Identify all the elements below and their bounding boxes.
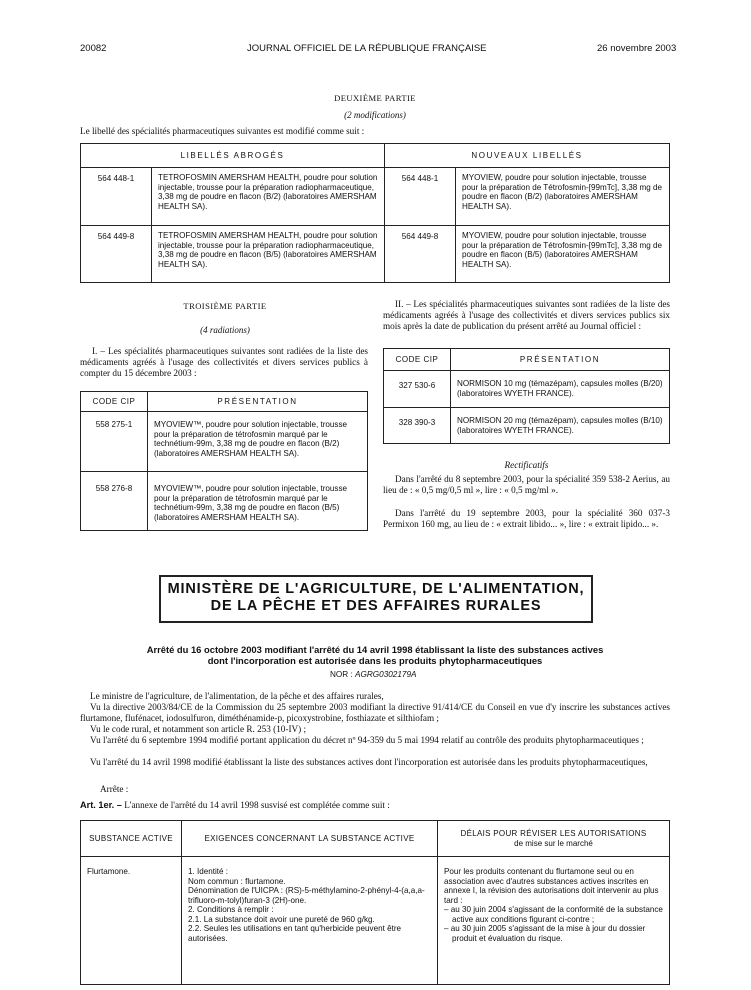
rectificatif-1: Dans l'arrêté du 8 septembre 2003, pour la spécialité 359 538-2 Aerius, au lieu de : « 0,5 mg/0,5 ml », lire : « 0,5 mg/ml ». — [383, 474, 670, 496]
radiation-table-1 — [80, 391, 368, 531]
col-delais — [438, 821, 670, 857]
part3-subtitle: (4 radiations) — [200, 325, 250, 335]
arrete-title-2: dont l'incorporation est autorisée dans les produits phytopharmaceutiques — [207, 655, 543, 666]
col-exigences: EXIGENCES CONCERNANT LA SUBSTANCE ACTIVE — [182, 821, 438, 857]
req-conditions: 2. Conditions à remplir : — [188, 905, 274, 914]
article-1-label: Art. 1er. – — [80, 800, 122, 810]
code-cip: 558 275-1 — [81, 412, 148, 472]
req-uicpa: Dénomination de l'UICPA : (RS)-5-méthylamino-2-phényl-4-(a,a,a-trifluoro-m-tolyl)furan-3 (2H)-one. — [188, 886, 425, 905]
table-row — [81, 168, 670, 226]
col-substance-active: SUBSTANCE ACTIVE — [81, 821, 182, 857]
section2-text: II. – Les spécialités pharmaceutiques suivantes sont radiées de la liste des médicaments agréés à l'usage des collectivités et divers services publics six mois après la date de publication du présent arrêté au Journal officiel : — [383, 299, 670, 332]
part2-title: DEUXIÈME PARTIE — [334, 93, 416, 103]
col-code-cip: CODE CIP — [81, 392, 148, 412]
old-label: TETROFOSMIN AMERSHAM HEALTH, poudre pour solution injectable, trousse pour la préparation radiopharmaceutique, 3,38 mg de poudre en flacon (B/2) (laboratoires AMERSHAM HEALTH SA). — [152, 168, 385, 226]
revision-delays — [438, 857, 670, 985]
nor-reference — [330, 670, 416, 679]
col-delais-line-1: DÉLAIS POUR RÉVISER LES AUTORISATIONS — [460, 828, 647, 838]
part2-table — [80, 143, 670, 283]
presentation: NORMISON 10 mg (témazépam), capsules molles (B/20) (laboratoires WYETH FRANCE). — [451, 371, 670, 408]
paragraph-minister: Le ministre de l'agriculture, de l'alimentation, de la pêche et des affaires rurales, — [90, 691, 384, 701]
new-code: 564 449-8 — [385, 226, 456, 283]
table-row — [81, 226, 670, 283]
code-cip: 328 390-3 — [384, 408, 451, 444]
arrete-title-1: Arrêté du 16 octobre 2003 modifiant l'arrêté du 14 avril 1998 établissant la liste des substances actives — [146, 644, 604, 655]
presentation: MYOVIEW™, poudre pour solution injectable, trousse pour la préparation de tétrofosmin marqué par le technétium-99m, 3,38 mg de poudre en flacon (B/2) (laboratoires AMERSHAM HEALTH SA). — [148, 412, 368, 472]
code-cip: 558 276-8 — [81, 472, 148, 531]
ministry-box — [159, 575, 593, 623]
paragraph-directive: Vu la directive 2003/84/CE de la Commission du 25 septembre 2003 modifiant la directive 91/414/CE du Conseil en vue d'y inscrire les substances actives flurtamone, flufénacet, iodosulfuron, diméthénamide-p, picoxystrobine, fosthiazate et silthiofam ; — [80, 702, 670, 724]
part2-subtitle: (2 modifications) — [344, 110, 406, 120]
req-identite: 1. Identité : — [188, 867, 229, 876]
table-row — [81, 857, 670, 985]
paragraph-arrete-1998: Vu l'arrêté du 14 avril 1998 modifié établissant la liste des substances actives dont l'incorporation est autorisée dans les produits phytopharmaceutiques, — [90, 757, 648, 767]
arrete-word: Arrête : — [100, 784, 129, 794]
old-label: TETROFOSMIN AMERSHAM HEALTH, poudre pour solution injectable, trousse pour la préparation radiopharmaceutique, 3,38 mg de poudre en flacon (B/5) (laboratoires AMERSHAM HEALTH SA). — [152, 226, 385, 283]
rectificatifs-title: Rectificatifs — [504, 460, 549, 470]
req-utilisations: 2.2. Seules les utilisations en tant qu'herbicide peuvent être autorisées. — [188, 924, 402, 943]
table-row — [81, 412, 368, 472]
old-code: 564 448-1 — [81, 168, 152, 226]
paragraph-decree: Vu l'arrêté du 6 septembre 1994 modifié portant application du décret nº 94-359 du 5 mai 1994 relatif au contrôle des produits phytopharmaceutiques ; — [90, 735, 644, 745]
new-code: 564 448-1 — [385, 168, 456, 226]
col-presentation: PRÉSENTATION — [148, 392, 368, 412]
annex-table — [80, 820, 670, 985]
page-date: 26 novembre 2003 — [597, 43, 677, 54]
table-row — [384, 371, 670, 408]
col-code-cip: CODE CIP — [384, 349, 451, 371]
presentation: MYOVIEW™, poudre pour solution injectable, trousse pour la préparation de tétrofosmin marqué par le technétium-99m, 3,38 mg de poudre en flacon (B/5) (laboratoires AMERSHAM HEALTH SA). — [148, 472, 368, 531]
table-row — [81, 472, 368, 531]
paragraph-code-rural: Vu le code rural, et notamment son article R. 253 (10-IV) ; — [90, 724, 307, 734]
ministry-line-2: DE LA PÊCHE ET DES AFFAIRES RURALES — [210, 598, 542, 614]
col-old-labels: LIBELLÉS ABROGÉS — [81, 144, 385, 168]
journal-title: JOURNAL OFFICIEL DE LA RÉPUBLIQUE FRANÇAISE — [247, 43, 487, 54]
article-1 — [80, 800, 670, 811]
req-nom-commun: Nom commun : flurtamone. — [188, 876, 286, 886]
section1-text: I. – Les spécialités pharmaceutiques suivantes sont radiées de la liste des médicaments agréés à l'usage des collectivités et divers services publics à compter du 15 décembre 2003 : — [80, 346, 368, 379]
ministry-line-1: MINISTÈRE DE L'AGRICULTURE, DE L'ALIMENTATION, — [167, 581, 585, 597]
old-code: 564 449-8 — [81, 226, 152, 283]
table-row — [384, 408, 670, 444]
part2-intro: Le libellé des spécialités pharmaceutiques suivantes est modifié comme suit : — [80, 126, 365, 136]
delays-intro: Pour les produits contenant du flurtamone seul ou en association avec d'autres substances actives inscrites en annexe I, la révision des autorisations doit intervenir au plus tard : — [444, 867, 659, 905]
radiation-table-2 — [383, 348, 670, 444]
substance-requirements — [182, 857, 438, 985]
new-label: MYOVIEW, poudre pour solution injectable, trousse pour la préparation de Tétrofosmin-[99mTc], 3,38 mg de poudre en flacon (B/5) (laboratoires AMERSHAM HEALTH SA). — [456, 226, 670, 283]
col-presentation: PRÉSENTATION — [451, 349, 670, 371]
substance-name: Flurtamone. — [81, 857, 182, 985]
nor-value: AGRG0302179A — [355, 670, 417, 679]
delay-item: – au 30 juin 2005 s'agissant de la mise à jour du dossier produit et évaluation du risque. — [444, 924, 646, 943]
part3-title: TROISIÈME PARTIE — [183, 301, 267, 311]
delay-item: – au 30 juin 2004 s'agissant de la conformité de la substance active aux conditions figurant ci-contre ; — [444, 905, 663, 924]
col-new-labels: NOUVEAUX LIBELLÉS — [385, 144, 670, 168]
rectificatif-2: Dans l'arrêté du 19 septembre 2003, pour la spécialité 360 037-3 Permixon 160 mg, au lieu de : « extrait libido... », lire : « extrait lipido... ». — [383, 508, 670, 530]
req-purete: 2.1. La substance doit avoir une pureté de 960 g/kg. — [188, 914, 375, 924]
presentation: NORMISON 20 mg (témazépam), capsules molles (B/10) (laboratoires WYETH FRANCE). — [451, 408, 670, 444]
col-delais-line-2: de mise sur le marché — [514, 838, 593, 848]
new-label: MYOVIEW, poudre pour solution injectable, trousse pour la préparation de Tétrofosmin-[99mTc], 3,38 mg de poudre en flacon (B/2) (laboratoires AMERSHAM HEALTH SA). — [456, 168, 670, 226]
code-cip: 327 530-6 — [384, 371, 451, 408]
page-number: 20082 — [80, 43, 107, 54]
nor-label: NOR : — [330, 670, 353, 679]
article-1-text: L'annexe de l'arrêté du 14 avril 1998 susvisé est complétée comme suit : — [124, 800, 390, 810]
